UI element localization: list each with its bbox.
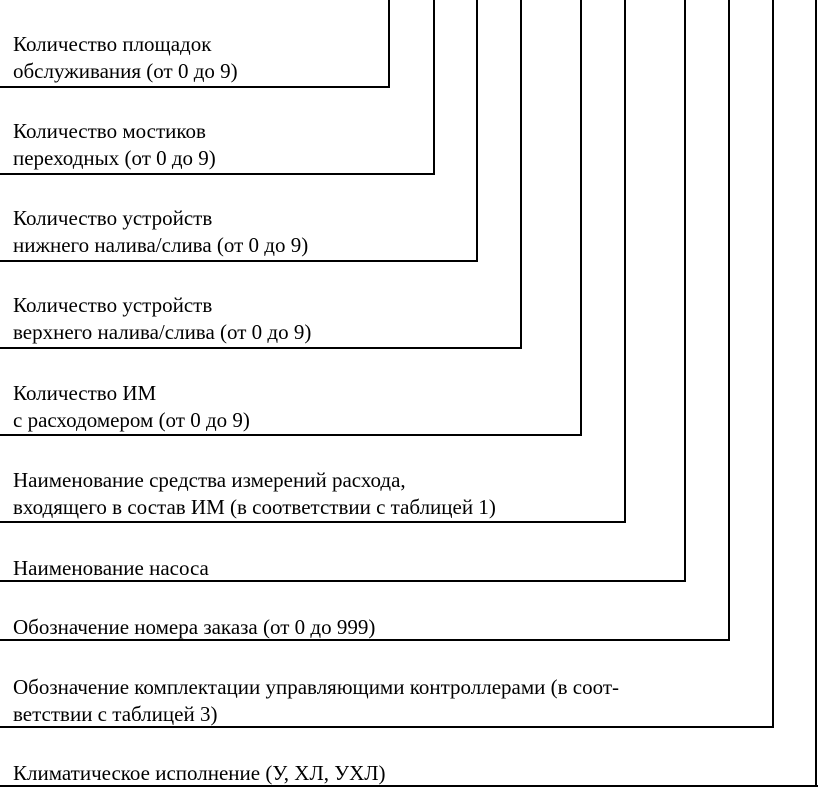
label-flow-measuring-instrument	[13, 467, 496, 521]
label-line: нижнего налива/слива (от 0 до 9)	[13, 233, 309, 257]
label-line: ветствии с таблицей 3)	[13, 702, 218, 726]
label-line: верхнего налива/слива (от 0 до 9)	[13, 320, 312, 344]
leader-riser	[580, 0, 582, 436]
label-pump-name	[13, 555, 209, 582]
label-line: Обозначение комплектации управляющими контроллерами (в соот-	[13, 675, 619, 699]
leader-riser	[624, 0, 626, 523]
leader-underline	[0, 347, 522, 349]
label-line: Количество устройств	[13, 293, 213, 317]
label-line: входящего в состав ИМ (в соответствии с таблицей 1)	[13, 495, 496, 519]
label-top-loading-devices	[13, 292, 311, 346]
leader-riser	[728, 0, 730, 641]
label-line: Количество площадок	[13, 32, 212, 56]
label-line: Наименование средства измерений расхода,	[13, 468, 406, 492]
label-line: Количество ИМ	[13, 381, 157, 405]
label-climatic-version	[13, 760, 385, 787]
label-order-number	[13, 614, 375, 641]
leader-underline	[0, 580, 686, 582]
label-transition-bridges	[13, 118, 216, 172]
label-im-with-flowmeter	[13, 380, 250, 434]
leader-riser	[815, 0, 817, 787]
leader-underline	[0, 521, 626, 523]
leader-riser	[684, 0, 686, 582]
label-service-platforms	[13, 31, 238, 85]
leader-riser	[520, 0, 522, 349]
leader-underline	[0, 434, 582, 436]
leader-underline	[0, 173, 435, 175]
leader-riser	[772, 0, 774, 728]
leader-underline	[0, 785, 818, 787]
label-controller-configuration	[13, 674, 619, 728]
leader-underline	[0, 260, 478, 262]
leader-riser	[476, 0, 478, 262]
label-line: Обозначение номера заказа (от 0 до 999)	[13, 615, 376, 639]
leader-underline	[0, 726, 774, 728]
label-line: Климатическое исполнение (У, ХЛ, УХЛ)	[13, 761, 386, 785]
label-bottom-loading-devices	[13, 205, 308, 259]
label-line: переходных (от 0 до 9)	[13, 146, 216, 170]
label-line: Наименование насоса	[13, 556, 209, 580]
label-line: Количество мостиков	[13, 119, 206, 143]
label-line: обслуживания (от 0 до 9)	[13, 59, 238, 83]
label-line: с расходомером (от 0 до 9)	[13, 408, 250, 432]
leader-underline	[0, 86, 390, 88]
leader-riser	[388, 0, 390, 88]
leader-underline	[0, 639, 730, 641]
leader-riser	[433, 0, 435, 175]
label-line: Количество устройств	[13, 206, 213, 230]
